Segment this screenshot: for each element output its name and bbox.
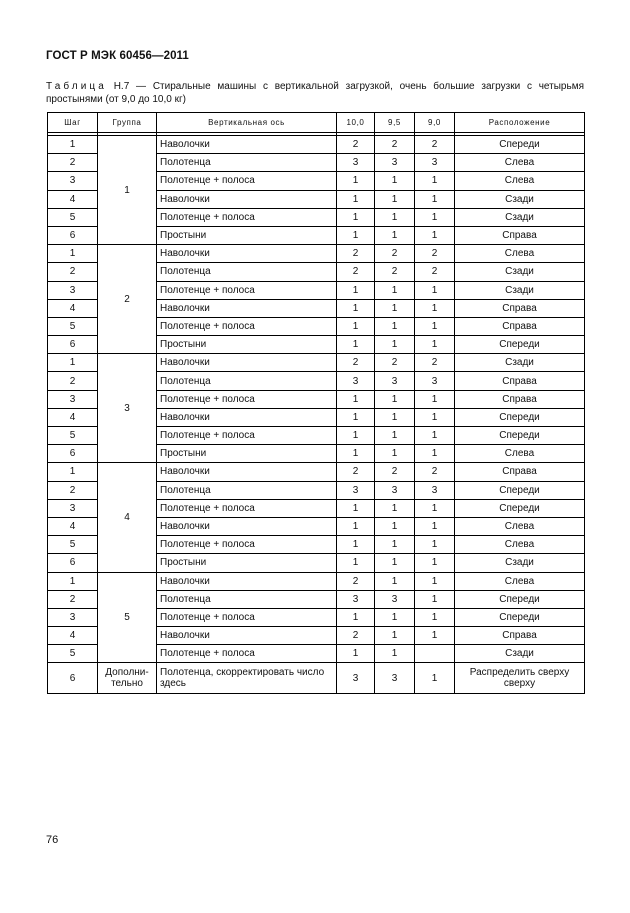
load-9-0-cell: 1 — [415, 172, 455, 190]
table-row — [48, 354, 585, 372]
load-10-cell: 1 — [337, 536, 375, 554]
position-cell: Спереди — [455, 481, 585, 499]
load-9-5-cell: 1 — [375, 445, 415, 463]
step-cell: 5 — [48, 645, 98, 663]
load-9-5-cell: 1 — [375, 499, 415, 517]
item-cell: Наволочки — [157, 463, 337, 481]
load-9-5-cell: 2 — [375, 136, 415, 154]
document-header: ГОСТ Р МЭК 60456—2011 — [46, 50, 189, 62]
step-cell: 6 — [48, 554, 98, 572]
load-10-cell: 1 — [337, 172, 375, 190]
item-cell: Полотенце + полоса — [157, 390, 337, 408]
step-cell: 5 — [48, 536, 98, 554]
load-9-5-cell: 1 — [375, 336, 415, 354]
item-cell: Полотенце + полоса — [157, 499, 337, 517]
position-cell: Сзади — [455, 281, 585, 299]
item-cell: Полотенца, скорректировать число здесь — [157, 663, 337, 694]
step-cell: 2 — [48, 372, 98, 390]
load-9-0-cell: 1 — [415, 408, 455, 426]
column-header: Шаг — [48, 113, 98, 133]
item-cell: Наволочки — [157, 299, 337, 317]
load-9-0-cell: 1 — [415, 627, 455, 645]
step-cell: 4 — [48, 627, 98, 645]
load-9-5-cell: 2 — [375, 263, 415, 281]
step-cell: 3 — [48, 499, 98, 517]
load-10-cell: 2 — [337, 354, 375, 372]
load-9-5-cell: 2 — [375, 463, 415, 481]
column-header: Группа — [98, 113, 157, 133]
position-cell: Слева — [455, 445, 585, 463]
step-cell: 2 — [48, 481, 98, 499]
step-cell: 1 — [48, 463, 98, 481]
load-9-5-cell: 3 — [375, 481, 415, 499]
load-9-0-cell: 3 — [415, 154, 455, 172]
load-10-cell: 1 — [337, 208, 375, 226]
load-10-cell: 1 — [337, 390, 375, 408]
item-cell: Наволочки — [157, 245, 337, 263]
step-cell: 6 — [48, 663, 98, 694]
item-cell: Полотенце + полоса — [157, 281, 337, 299]
load-9-0-cell: 1 — [415, 226, 455, 244]
load-10-cell: 1 — [337, 408, 375, 426]
load-9-0-cell: 1 — [415, 317, 455, 335]
load-9-0-cell: 1 — [415, 499, 455, 517]
load-10-cell: 3 — [337, 481, 375, 499]
load-9-5-cell: 1 — [375, 536, 415, 554]
load-10-cell: 1 — [337, 299, 375, 317]
load-9-0-cell: 1 — [415, 445, 455, 463]
load-9-0-cell: 1 — [415, 517, 455, 535]
load-9-0-cell: 1 — [415, 427, 455, 445]
group-cell: 1 — [98, 136, 157, 245]
item-cell: Наволочки — [157, 572, 337, 590]
load-9-5-cell: 1 — [375, 554, 415, 572]
table-row — [48, 663, 585, 694]
item-cell: Полотенца — [157, 590, 337, 608]
table-header-row — [48, 113, 585, 133]
step-cell: 6 — [48, 445, 98, 463]
item-cell: Полотенце + полоса — [157, 608, 337, 626]
step-cell: 4 — [48, 517, 98, 535]
load-9-5-cell: 1 — [375, 572, 415, 590]
table-caption — [46, 80, 584, 106]
position-cell: Спереди — [455, 590, 585, 608]
step-cell: 5 — [48, 317, 98, 335]
position-cell: Сзади — [455, 263, 585, 281]
load-9-0-cell: 2 — [415, 354, 455, 372]
load-9-0-cell: 1 — [415, 390, 455, 408]
load-10-cell: 3 — [337, 154, 375, 172]
position-cell: Слева — [455, 517, 585, 535]
load-9-5-cell: 1 — [375, 408, 415, 426]
position-cell: Справа — [455, 390, 585, 408]
step-cell: 3 — [48, 390, 98, 408]
load-10-cell: 1 — [337, 645, 375, 663]
load-9-5-cell: 1 — [375, 627, 415, 645]
load-10-cell: 2 — [337, 245, 375, 263]
load-9-5-cell: 2 — [375, 354, 415, 372]
item-cell: Полотенце + полоса — [157, 427, 337, 445]
step-cell: 3 — [48, 608, 98, 626]
load-10-cell: 1 — [337, 226, 375, 244]
load-9-0-cell: 1 — [415, 299, 455, 317]
load-9-5-cell: 1 — [375, 226, 415, 244]
table-row — [48, 572, 585, 590]
load-10-cell: 1 — [337, 427, 375, 445]
step-cell: 5 — [48, 208, 98, 226]
item-cell: Полотенце + полоса — [157, 317, 337, 335]
load-9-0-cell: 1 — [415, 554, 455, 572]
load-9-0-cell — [415, 645, 455, 663]
load-9-5-cell: 3 — [375, 372, 415, 390]
load-10-cell: 3 — [337, 663, 375, 694]
load-9-0-cell: 1 — [415, 590, 455, 608]
group-cell: 4 — [98, 463, 157, 572]
item-cell: Полотенца — [157, 372, 337, 390]
load-9-5-cell: 1 — [375, 190, 415, 208]
position-cell: Сзади — [455, 208, 585, 226]
item-cell: Полотенца — [157, 263, 337, 281]
step-cell: 1 — [48, 136, 98, 154]
load-9-5-cell: 1 — [375, 608, 415, 626]
load-10-cell: 1 — [337, 317, 375, 335]
position-cell: Сзади — [455, 354, 585, 372]
position-cell: Сзади — [455, 190, 585, 208]
load-9-5-cell: 1 — [375, 517, 415, 535]
step-cell: 5 — [48, 427, 98, 445]
item-cell: Наволочки — [157, 517, 337, 535]
group-cell: 2 — [98, 245, 157, 354]
load-9-5-cell: 1 — [375, 390, 415, 408]
position-cell: Сзади — [455, 645, 585, 663]
caption-text: Н.7 — Стиральные машины с вертикальной загрузкой, очень большие загрузки с четырьмя простынями (от 9,0 до 10,0 кг) — [46, 81, 584, 105]
step-cell: 2 — [48, 590, 98, 608]
step-cell: 4 — [48, 299, 98, 317]
page-number: 76 — [46, 834, 59, 846]
step-cell: 1 — [48, 354, 98, 372]
load-10-cell: 1 — [337, 190, 375, 208]
table-row — [48, 463, 585, 481]
load-9-0-cell: 1 — [415, 190, 455, 208]
load-9-0-cell: 2 — [415, 245, 455, 263]
load-10-cell: 1 — [337, 281, 375, 299]
item-cell: Простыни — [157, 554, 337, 572]
position-cell: Спереди — [455, 499, 585, 517]
load-10-cell: 2 — [337, 463, 375, 481]
group-cell: 3 — [98, 354, 157, 463]
load-9-5-cell: 3 — [375, 154, 415, 172]
load-9-0-cell: 2 — [415, 463, 455, 481]
position-cell: Слева — [455, 154, 585, 172]
load-10-cell: 1 — [337, 445, 375, 463]
table-row — [48, 245, 585, 263]
position-cell: Справа — [455, 317, 585, 335]
item-cell: Полотенце + полоса — [157, 645, 337, 663]
item-cell: Полотенца — [157, 154, 337, 172]
position-cell: Справа — [455, 627, 585, 645]
load-10-cell: 1 — [337, 554, 375, 572]
step-cell: 6 — [48, 226, 98, 244]
item-cell: Полотенце + полоса — [157, 172, 337, 190]
position-cell: Спереди — [455, 136, 585, 154]
position-cell: Спереди — [455, 336, 585, 354]
load-10-cell: 3 — [337, 590, 375, 608]
position-cell: Спереди — [455, 427, 585, 445]
column-header: 9,5 — [375, 113, 415, 133]
washing-load-table — [47, 112, 585, 694]
load-9-0-cell: 1 — [415, 281, 455, 299]
load-9-0-cell: 2 — [415, 263, 455, 281]
load-10-cell: 2 — [337, 627, 375, 645]
position-cell: Слева — [455, 572, 585, 590]
load-9-5-cell: 2 — [375, 245, 415, 263]
load-9-0-cell: 3 — [415, 372, 455, 390]
item-cell: Наволочки — [157, 136, 337, 154]
load-9-5-cell: 1 — [375, 317, 415, 335]
load-10-cell: 1 — [337, 336, 375, 354]
position-cell: Слева — [455, 172, 585, 190]
item-cell: Полотенце + полоса — [157, 536, 337, 554]
group-cell: Дополни- тельно — [98, 663, 157, 694]
step-cell: 4 — [48, 408, 98, 426]
load-10-cell: 2 — [337, 572, 375, 590]
position-cell: Распределить сверху сверху — [455, 663, 585, 694]
load-10-cell: 1 — [337, 608, 375, 626]
column-header: 10,0 — [337, 113, 375, 133]
item-cell: Наволочки — [157, 408, 337, 426]
step-cell: 1 — [48, 572, 98, 590]
load-9-5-cell: 1 — [375, 172, 415, 190]
table-body — [48, 133, 585, 694]
table-row — [48, 136, 585, 154]
load-9-5-cell: 1 — [375, 299, 415, 317]
load-9-5-cell: 3 — [375, 590, 415, 608]
load-10-cell: 2 — [337, 136, 375, 154]
caption-label: Таблица — [46, 81, 107, 92]
position-cell: Слева — [455, 536, 585, 554]
load-9-5-cell: 1 — [375, 281, 415, 299]
item-cell: Наволочки — [157, 190, 337, 208]
load-9-5-cell: 1 — [375, 645, 415, 663]
load-9-5-cell: 1 — [375, 427, 415, 445]
step-cell: 3 — [48, 281, 98, 299]
load-10-cell: 3 — [337, 372, 375, 390]
item-cell: Наволочки — [157, 354, 337, 372]
item-cell: Полотенца — [157, 481, 337, 499]
item-cell: Простыни — [157, 445, 337, 463]
step-cell: 3 — [48, 172, 98, 190]
load-9-5-cell: 3 — [375, 663, 415, 694]
load-10-cell: 1 — [337, 517, 375, 535]
column-header: Вертикальная ось — [157, 113, 337, 133]
position-cell: Справа — [455, 226, 585, 244]
load-9-0-cell: 2 — [415, 136, 455, 154]
group-cell: 5 — [98, 572, 157, 663]
step-cell: 1 — [48, 245, 98, 263]
load-9-0-cell: 1 — [415, 336, 455, 354]
load-9-0-cell: 1 — [415, 572, 455, 590]
step-cell: 2 — [48, 154, 98, 172]
load-9-5-cell: 1 — [375, 208, 415, 226]
position-cell: Справа — [455, 299, 585, 317]
step-cell: 4 — [48, 190, 98, 208]
item-cell: Наволочки — [157, 627, 337, 645]
load-9-0-cell: 1 — [415, 663, 455, 694]
load-9-0-cell: 1 — [415, 608, 455, 626]
load-10-cell: 2 — [337, 263, 375, 281]
load-9-0-cell: 3 — [415, 481, 455, 499]
load-10-cell: 1 — [337, 499, 375, 517]
position-cell: Справа — [455, 372, 585, 390]
item-cell: Простыни — [157, 336, 337, 354]
position-cell: Справа — [455, 463, 585, 481]
position-cell: Сзади — [455, 554, 585, 572]
column-header: Расположение — [455, 113, 585, 133]
load-9-0-cell: 1 — [415, 536, 455, 554]
item-cell: Полотенце + полоса — [157, 208, 337, 226]
position-cell: Слева — [455, 245, 585, 263]
step-cell: 2 — [48, 263, 98, 281]
step-cell: 6 — [48, 336, 98, 354]
column-header: 9,0 — [415, 113, 455, 133]
position-cell: Спереди — [455, 408, 585, 426]
load-9-0-cell: 1 — [415, 208, 455, 226]
position-cell: Спереди — [455, 608, 585, 626]
item-cell: Простыни — [157, 226, 337, 244]
